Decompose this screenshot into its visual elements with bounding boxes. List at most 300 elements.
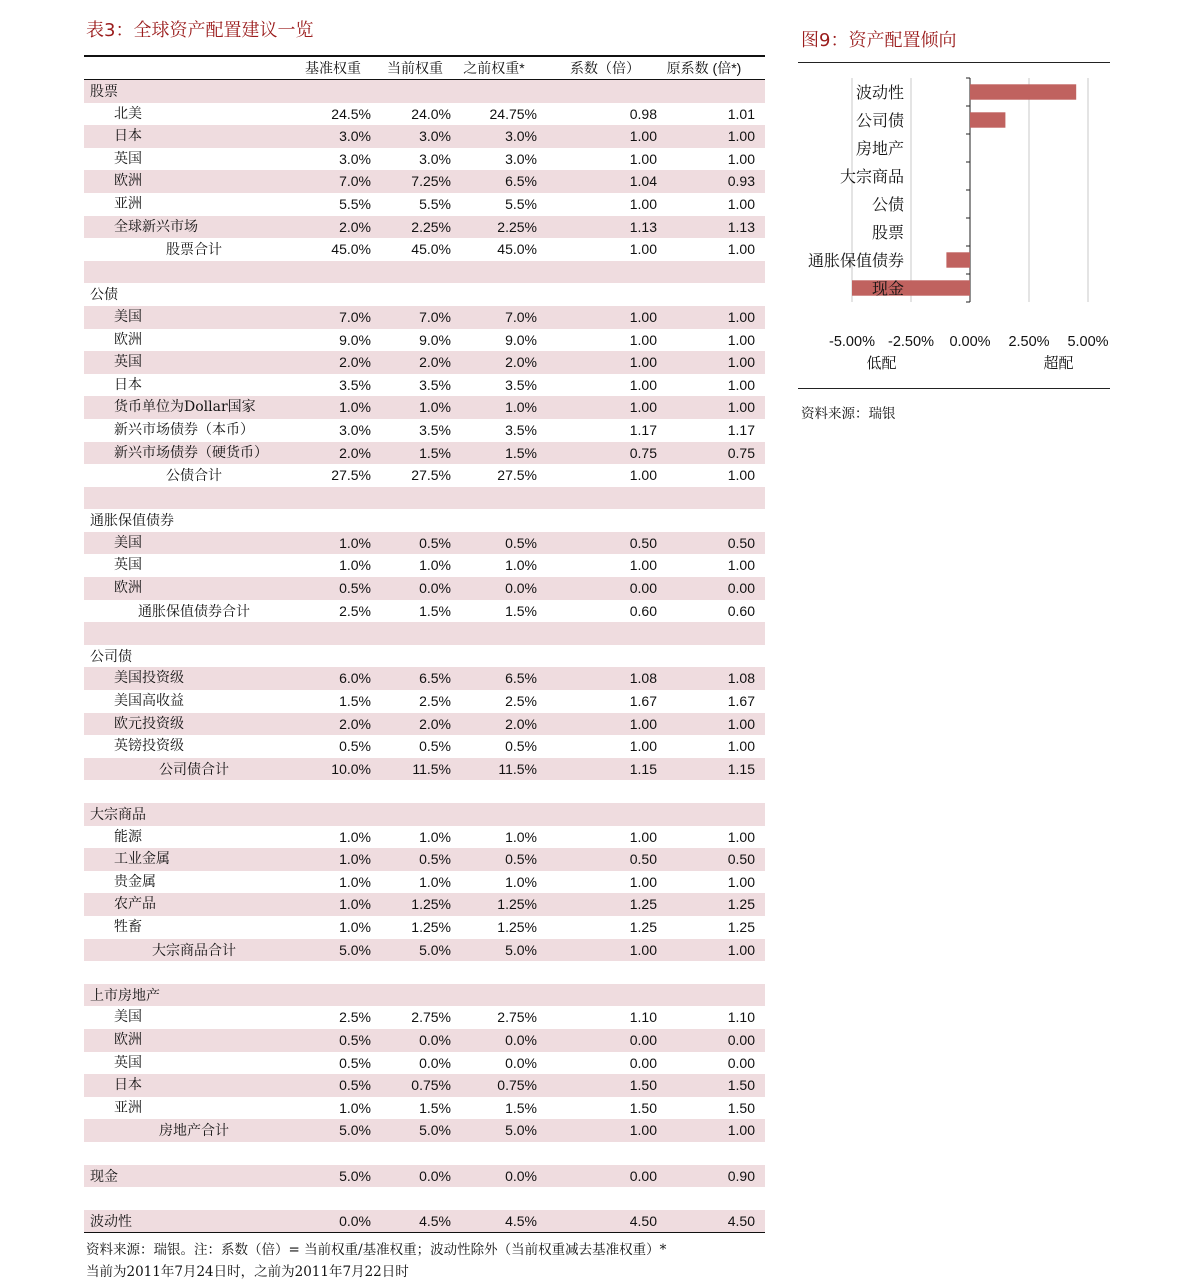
previous-weight: 3.5% [505, 421, 537, 438]
header-benchmark-weight: 基准权重 [305, 60, 361, 76]
benchmark-weight: 0.5% [339, 580, 371, 597]
chart-category-label: 股票 [871, 223, 904, 242]
current-weight: 1.0% [419, 557, 451, 574]
multiplier: 1.17 [629, 421, 657, 438]
previous-weight: 3.5% [505, 376, 537, 393]
row-label: 股票 [90, 83, 118, 99]
row-label: 英国 [114, 354, 142, 371]
current-weight: 0.5% [419, 738, 451, 755]
previous-weight: 0.5% [505, 738, 537, 755]
table-source-note [86, 1239, 776, 1283]
current-weight: 24.0% [411, 105, 451, 122]
multiplier: 1.13 [629, 218, 657, 235]
table-row [84, 1029, 765, 1052]
previous-weight: 1.0% [505, 873, 537, 890]
table-row [84, 148, 765, 171]
row-label: 大宗商品合计 [152, 941, 236, 958]
original-multiplier: 1.00 [727, 150, 755, 167]
chart-category-label: 大宗商品 [839, 167, 904, 186]
row-label: 亚洲 [114, 1099, 142, 1116]
chart-title: 图9：资产配置倾向 [801, 30, 957, 51]
table-spacer-row [84, 961, 765, 984]
row-label: 公债 [90, 286, 118, 303]
previous-weight: 1.0% [505, 399, 537, 416]
original-multiplier: 1.50 [727, 1099, 755, 1116]
benchmark-weight: 0.5% [339, 1031, 371, 1048]
benchmark-weight: 1.0% [339, 873, 371, 890]
previous-weight: 0.0% [505, 1031, 537, 1048]
chart-x-tick-label: 0.00% [949, 334, 991, 350]
chart-category-label: 公债 [871, 195, 904, 214]
table-row [84, 848, 765, 871]
benchmark-weight: 0.5% [339, 738, 371, 755]
original-multiplier: 0.00 [727, 1054, 755, 1071]
original-multiplier: 1.00 [727, 354, 755, 371]
table-spacer-row [84, 1187, 765, 1210]
original-multiplier: 1.08 [727, 670, 755, 687]
table-row [84, 826, 765, 849]
table-total-row [84, 600, 765, 623]
original-multiplier: 0.50 [727, 534, 755, 551]
table-row [84, 690, 765, 713]
table-row [84, 125, 765, 148]
row-label: 大宗商品 [90, 806, 146, 822]
table-total-row [84, 758, 765, 781]
original-multiplier: 1.00 [727, 828, 755, 845]
benchmark-weight: 2.0% [339, 354, 371, 371]
current-weight: 5.5% [419, 195, 451, 212]
row-label: 牲畜 [114, 918, 142, 935]
table-row [84, 419, 765, 442]
table-row [84, 329, 765, 352]
benchmark-weight: 3.5% [339, 376, 371, 393]
row-label: 股票合计 [166, 241, 222, 258]
table-note-line-2: 当前为2011年7月24日时，之前为2011年7月22日时 [86, 1264, 409, 1280]
chart-top-rule [798, 62, 1110, 63]
multiplier: 1.00 [629, 331, 657, 348]
benchmark-weight: 1.5% [339, 693, 371, 710]
row-label: 货币单位为Dollar国家 [114, 399, 256, 416]
row-label: 欧洲 [114, 331, 142, 348]
chart-x-tick-label: -2.50% [888, 334, 934, 350]
row-label: 工业金属 [114, 851, 170, 868]
table-category-row [84, 984, 765, 1007]
original-multiplier: 1.00 [727, 376, 755, 393]
original-multiplier: 0.60 [727, 602, 755, 619]
multiplier: 0.50 [629, 534, 657, 551]
original-multiplier: 4.50 [727, 1212, 755, 1229]
previous-weight: 0.5% [505, 534, 537, 551]
previous-weight: 2.25% [497, 218, 537, 235]
original-multiplier: 1.10 [727, 1009, 755, 1026]
multiplier: 1.08 [629, 670, 657, 687]
current-weight: 0.5% [419, 851, 451, 868]
benchmark-weight: 24.5% [331, 105, 371, 122]
benchmark-weight: 1.0% [339, 1099, 371, 1116]
current-weight: 4.5% [419, 1212, 451, 1229]
previous-weight: 11.5% [498, 760, 537, 777]
row-label: 日本 [114, 376, 142, 393]
benchmark-weight: 5.0% [339, 941, 371, 958]
table-row [84, 103, 765, 126]
current-weight: 1.0% [419, 828, 451, 845]
row-label: 北美 [114, 105, 142, 122]
table-row [84, 554, 765, 577]
multiplier: 1.00 [629, 1122, 657, 1139]
original-multiplier: 1.01 [727, 105, 755, 122]
table-row [84, 1074, 765, 1097]
row-label: 欧洲 [114, 580, 142, 597]
benchmark-weight: 1.0% [339, 851, 371, 868]
benchmark-weight: 0.5% [339, 1054, 371, 1071]
multiplier: 0.50 [629, 851, 657, 868]
current-weight: 0.0% [419, 1167, 451, 1184]
current-weight: 7.0% [419, 308, 451, 325]
multiplier: 1.00 [629, 399, 657, 416]
multiplier: 1.00 [629, 828, 657, 845]
row-label: 英国 [114, 1054, 142, 1071]
table-row [84, 916, 765, 939]
row-label: 上市房地产 [90, 986, 160, 1003]
benchmark-weight: 1.0% [339, 534, 371, 551]
table-row [84, 442, 765, 465]
row-label: 日本 [114, 1077, 142, 1094]
current-weight: 7.25% [411, 173, 451, 190]
benchmark-weight: 1.0% [339, 557, 371, 574]
multiplier: 1.50 [629, 1099, 657, 1116]
previous-weight: 9.0% [505, 331, 537, 348]
table-total-row [84, 238, 765, 261]
original-multiplier: 1.25 [727, 918, 755, 935]
row-label: 全球新兴市场 [114, 218, 198, 235]
current-weight: 1.0% [419, 399, 451, 416]
row-label: 农产品 [114, 896, 156, 913]
multiplier: 1.00 [629, 241, 657, 258]
table-spacer-row [84, 261, 765, 284]
benchmark-weight: 1.0% [339, 399, 371, 416]
current-weight: 9.0% [419, 331, 451, 348]
benchmark-weight: 7.0% [339, 308, 371, 325]
table-row [84, 1097, 765, 1120]
chart-svg [798, 62, 1110, 390]
header-current-weight: 当前权重 [387, 60, 443, 76]
benchmark-weight: 5.5% [339, 195, 371, 212]
current-weight: 1.5% [419, 1099, 451, 1116]
previous-weight: 1.25% [497, 896, 537, 913]
row-label: 公司债合计 [159, 760, 229, 777]
table-row [84, 193, 765, 216]
table-title: 表3：全球资产配置建议一览 [86, 20, 314, 41]
original-multiplier: 1.00 [727, 1122, 755, 1139]
row-label: 欧元投资级 [114, 715, 184, 732]
previous-weight: 1.25% [497, 918, 537, 935]
row-label: 现金 [90, 1167, 118, 1184]
table-row [84, 374, 765, 397]
benchmark-weight: 2.5% [339, 1009, 371, 1026]
row-label: 英镑投资级 [114, 738, 184, 755]
multiplier: 1.25 [629, 896, 657, 913]
benchmark-weight: 3.0% [339, 150, 371, 167]
multiplier: 1.00 [629, 354, 657, 371]
previous-weight: 6.5% [505, 670, 537, 687]
table-bottom-rule [84, 1232, 765, 1233]
current-weight: 5.0% [419, 1122, 451, 1139]
current-weight: 11.5% [412, 760, 451, 777]
current-weight: 6.5% [419, 670, 451, 687]
previous-weight: 1.5% [505, 602, 537, 619]
current-weight: 1.5% [419, 602, 451, 619]
chart-x-tick-label: 5.00% [1067, 334, 1109, 350]
previous-weight: 4.5% [505, 1212, 537, 1229]
multiplier: 1.00 [629, 308, 657, 325]
previous-weight: 2.5% [505, 693, 537, 710]
original-multiplier: 1.00 [727, 195, 755, 212]
original-multiplier: 1.00 [727, 128, 755, 145]
current-weight: 2.5% [419, 693, 451, 710]
current-weight: 27.5% [411, 467, 451, 484]
row-label: 房地产合计 [159, 1122, 229, 1139]
original-multiplier: 1.00 [727, 467, 755, 484]
table-row [84, 667, 765, 690]
multiplier: 1.00 [629, 376, 657, 393]
original-multiplier: 0.00 [727, 1031, 755, 1048]
chart-bottom-rule [798, 388, 1110, 389]
row-label: 波动性 [90, 1212, 132, 1229]
multiplier: 0.00 [629, 1167, 657, 1184]
original-multiplier: 1.00 [727, 941, 755, 958]
multiplier: 1.00 [629, 715, 657, 732]
original-multiplier: 1.25 [727, 896, 755, 913]
current-weight: 2.0% [419, 715, 451, 732]
current-weight: 2.25% [411, 218, 451, 235]
current-weight: 0.5% [419, 534, 451, 551]
benchmark-weight: 1.0% [339, 918, 371, 935]
chart-x-tick-label: 2.50% [1008, 334, 1050, 350]
multiplier: 0.98 [629, 105, 657, 122]
original-multiplier: 1.00 [727, 738, 755, 755]
table-category-row [84, 80, 765, 103]
multiplier: 1.00 [629, 467, 657, 484]
current-weight: 2.75% [411, 1009, 451, 1026]
benchmark-weight: 2.0% [339, 715, 371, 732]
previous-weight: 0.75% [497, 1077, 537, 1094]
row-label: 公司债 [90, 647, 132, 664]
original-multiplier: 1.17 [727, 421, 755, 438]
previous-weight: 0.0% [505, 1054, 537, 1071]
table-total-row [84, 464, 765, 487]
benchmark-weight: 0.5% [339, 1077, 371, 1094]
row-label: 日本 [114, 128, 142, 145]
original-multiplier: 0.75 [727, 444, 755, 461]
original-multiplier: 1.00 [727, 241, 755, 258]
table-category-row [84, 1165, 765, 1188]
current-weight: 45.0% [411, 241, 451, 258]
benchmark-weight: 6.0% [339, 670, 371, 687]
original-multiplier: 1.13 [727, 218, 755, 235]
multiplier: 4.50 [629, 1212, 657, 1229]
row-label: 美国投资级 [114, 670, 184, 687]
multiplier: 0.00 [629, 580, 657, 597]
multiplier: 1.00 [629, 738, 657, 755]
table-row [84, 1052, 765, 1075]
original-multiplier: 1.50 [727, 1077, 755, 1094]
current-weight: 1.25% [411, 896, 451, 913]
table-category-row [84, 803, 765, 826]
previous-weight: 5.0% [505, 1122, 537, 1139]
previous-weight: 2.0% [505, 715, 537, 732]
table-row [84, 532, 765, 555]
current-weight: 0.75% [411, 1077, 451, 1094]
row-label: 新兴市场债券（本币） [114, 421, 254, 438]
allocation-table [84, 55, 765, 1233]
original-multiplier: 1.15 [727, 760, 755, 777]
current-weight: 0.0% [419, 1054, 451, 1071]
previous-weight: 0.0% [505, 1167, 537, 1184]
chart-category-label: 通胀保值债券 [807, 251, 904, 270]
multiplier: 1.00 [629, 150, 657, 167]
current-weight: 3.5% [419, 376, 451, 393]
table-spacer-row [84, 622, 765, 645]
original-multiplier: 1.67 [727, 693, 755, 710]
row-label: 新兴市场债券（硬货币） [114, 444, 268, 461]
current-weight: 1.25% [411, 918, 451, 935]
benchmark-weight: 2.0% [339, 444, 371, 461]
previous-weight: 5.5% [505, 195, 537, 212]
multiplier: 0.60 [629, 602, 657, 619]
row-label: 美国 [114, 1009, 142, 1026]
previous-weight: 3.0% [505, 150, 537, 167]
original-multiplier: 1.00 [727, 331, 755, 348]
previous-weight: 5.0% [505, 941, 537, 958]
table-row [84, 351, 765, 374]
chart-source-note: 资料来源：瑞银 [801, 406, 896, 422]
table-category-row [84, 1210, 765, 1233]
current-weight: 3.0% [419, 128, 451, 145]
current-weight: 3.0% [419, 150, 451, 167]
benchmark-weight: 1.0% [339, 828, 371, 845]
row-label: 通胀保值债券 [90, 512, 174, 529]
table-row [84, 893, 765, 916]
previous-weight: 0.5% [505, 851, 537, 868]
benchmark-weight: 7.0% [339, 173, 371, 190]
previous-weight: 1.5% [505, 444, 537, 461]
original-multiplier: 1.00 [727, 308, 755, 325]
table-row [84, 577, 765, 600]
benchmark-weight: 5.0% [339, 1167, 371, 1184]
benchmark-weight: 1.0% [339, 896, 371, 913]
table-row [84, 306, 765, 329]
previous-weight: 2.75% [497, 1009, 537, 1026]
previous-weight: 3.0% [505, 128, 537, 145]
multiplier: 0.75 [629, 444, 657, 461]
previous-weight: 1.0% [505, 557, 537, 574]
chart-bar [946, 252, 970, 267]
current-weight: 1.5% [419, 444, 451, 461]
row-label: 能源 [114, 828, 142, 845]
previous-weight: 24.75% [489, 105, 537, 122]
multiplier: 0.00 [629, 1054, 657, 1071]
row-label: 贵金属 [114, 873, 156, 890]
multiplier: 1.50 [629, 1077, 657, 1094]
benchmark-weight: 10.0% [331, 760, 371, 777]
row-label: 欧洲 [114, 1031, 142, 1048]
table-total-row [84, 939, 765, 962]
current-weight: 5.0% [419, 941, 451, 958]
chart-category-label: 现金 [871, 279, 904, 298]
current-weight: 0.0% [419, 580, 451, 597]
table-category-row [84, 645, 765, 668]
chart-bar [970, 84, 1076, 99]
previous-weight: 6.5% [505, 173, 537, 190]
original-multiplier: 0.00 [727, 580, 755, 597]
table-row [84, 216, 765, 239]
table-body [84, 80, 765, 1232]
multiplier: 1.67 [629, 693, 657, 710]
multiplier: 1.00 [629, 195, 657, 212]
previous-weight: 2.0% [505, 354, 537, 371]
header-original-multiplier: 原系数 (倍*) [666, 60, 742, 76]
row-label: 亚洲 [114, 195, 142, 212]
original-multiplier: 1.00 [727, 873, 755, 890]
chart-bar [970, 112, 1005, 127]
multiplier: 1.15 [629, 760, 657, 777]
table-spacer-row [84, 1142, 765, 1165]
chart-underweight-label: 低配 [866, 354, 897, 372]
table-row [84, 871, 765, 894]
benchmark-weight: 5.0% [339, 1122, 371, 1139]
table-note-line-1: 资料来源：瑞银。注：系数（倍）= 当前权重/基准权重；波动性除外（当前权重减去基准权重）* [86, 1242, 667, 1258]
previous-weight: 7.0% [505, 308, 537, 325]
benchmark-weight: 3.0% [339, 421, 371, 438]
chart-x-tick-label: -5.00% [829, 334, 875, 350]
previous-weight: 27.5% [497, 467, 537, 484]
table-category-row [84, 509, 765, 532]
table-header-row [84, 57, 765, 80]
original-multiplier: 1.00 [727, 715, 755, 732]
previous-weight: 0.0% [505, 580, 537, 597]
allocation-tilt-chart [798, 62, 1110, 390]
row-label: 欧洲 [114, 173, 142, 190]
header-previous-weight: 之前权重* [463, 60, 525, 76]
table-row [84, 170, 765, 193]
chart-category-label: 房地产 [855, 139, 904, 158]
chart-bar [852, 280, 970, 295]
table-category-row [84, 283, 765, 306]
multiplier: 1.00 [629, 873, 657, 890]
benchmark-weight: 3.0% [339, 128, 371, 145]
benchmark-weight: 9.0% [339, 331, 371, 348]
benchmark-weight: 2.0% [339, 218, 371, 235]
header-multiplier: 系数（倍） [570, 60, 640, 76]
table-row [84, 1006, 765, 1029]
original-multiplier: 0.50 [727, 851, 755, 868]
multiplier: 0.00 [629, 1031, 657, 1048]
benchmark-weight: 27.5% [331, 467, 371, 484]
current-weight: 3.5% [419, 421, 451, 438]
table-spacer-row [84, 487, 765, 510]
table-row [84, 713, 765, 736]
chart-category-label: 公司债 [855, 111, 904, 130]
row-label: 英国 [114, 557, 142, 574]
original-multiplier: 0.93 [727, 173, 755, 190]
benchmark-weight: 0.0% [339, 1212, 371, 1229]
row-label: 美国 [114, 308, 142, 325]
benchmark-weight: 45.0% [331, 241, 371, 258]
previous-weight: 1.0% [505, 828, 537, 845]
original-multiplier: 0.90 [727, 1167, 755, 1184]
original-multiplier: 1.00 [727, 399, 755, 416]
multiplier: 1.04 [629, 173, 657, 190]
